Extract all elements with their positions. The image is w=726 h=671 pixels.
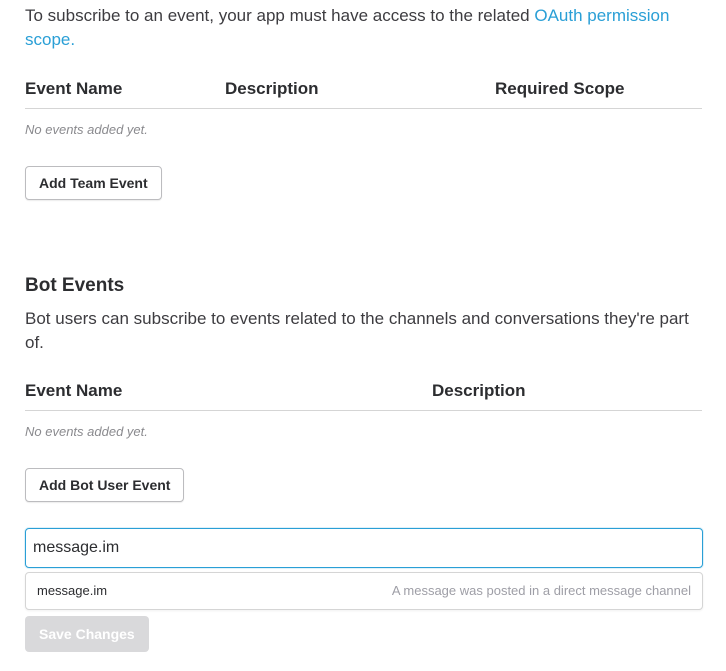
team-events-empty-note: No events added yet. <box>25 122 148 137</box>
column-event-name: Event Name <box>25 381 123 400</box>
event-search-input[interactable] <box>25 528 703 568</box>
suggestion-event-name: message.im <box>37 583 108 598</box>
intro-text: To subscribe to an event, your app must have access to the related <box>25 6 535 25</box>
team-events-table-header <box>25 78 702 109</box>
bot-events-title: Bot Events <box>25 275 125 296</box>
team-events-intro <box>25 4 705 52</box>
bot-events-description: Bot users can subscribe to events related to the channels and conversations they're part of. <box>25 309 689 352</box>
add-bot-user-event-button[interactable]: Add Bot User Event <box>25 468 184 502</box>
save-changes-button[interactable]: Save Changes <box>25 616 149 652</box>
column-event-name: Event Name <box>25 79 123 98</box>
column-description: Description <box>225 79 319 98</box>
oauth-scope-link[interactable]: OAuth permission scope. <box>25 6 670 49</box>
suggestion-event-description: A message was posted in a direct message channel <box>391 583 691 598</box>
event-suggestion-item[interactable] <box>25 572 703 610</box>
add-team-event-button[interactable]: Add Team Event <box>25 166 162 200</box>
column-required-scope: Required Scope <box>495 79 625 98</box>
column-description: Description <box>432 381 526 400</box>
bot-events-empty-note: No events added yet. <box>25 424 148 439</box>
bot-events-table-header <box>25 380 702 411</box>
